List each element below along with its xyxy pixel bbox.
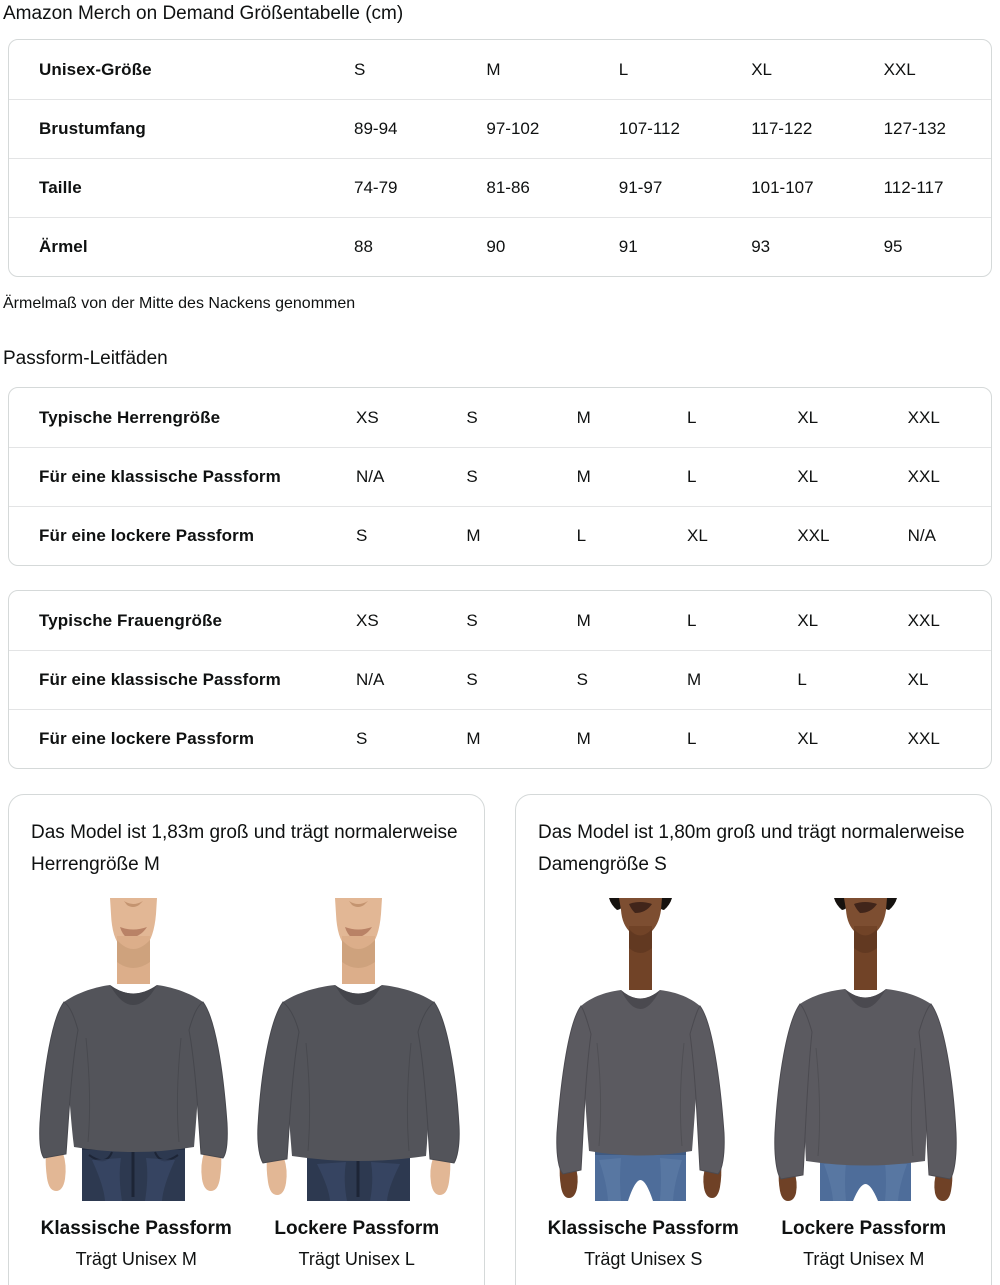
cell: 97-102 xyxy=(486,119,540,138)
cell: M xyxy=(576,729,591,748)
fit-guides-title: Passform-Leitfäden xyxy=(3,348,168,369)
cell: S xyxy=(466,467,478,486)
fit-size: Trägt Unisex L xyxy=(298,1249,415,1269)
cell: 91-97 xyxy=(618,178,663,197)
model-photo-male-classic-fit xyxy=(26,898,241,1201)
caption-male-loose xyxy=(247,1214,468,1275)
cell: L xyxy=(797,670,807,689)
cell: 90 xyxy=(486,237,506,256)
cell: N/A xyxy=(907,526,936,545)
cell: 88 xyxy=(354,237,373,256)
cell: S xyxy=(356,729,368,748)
cell: L xyxy=(687,407,697,427)
table-row-waist xyxy=(9,158,991,217)
cell: N/A xyxy=(356,670,385,689)
cell: 93 xyxy=(751,237,771,256)
row-label: Unisex-Größe xyxy=(39,59,152,79)
row-label: Typische Frauengröße xyxy=(39,610,223,630)
cell: S xyxy=(576,670,588,689)
model-cards xyxy=(8,794,992,1285)
caption-male-classic xyxy=(26,1214,247,1275)
size-col-s: S xyxy=(354,59,366,79)
cell: 81-86 xyxy=(486,178,530,197)
table-row-classic-fit xyxy=(9,650,991,709)
cell: XXL xyxy=(907,610,940,630)
table-row xyxy=(9,40,991,99)
cell: XXL xyxy=(907,407,940,427)
cell: 117-122 xyxy=(751,119,813,138)
fit-name: Lockere Passform xyxy=(781,1218,947,1239)
table-row-typical-women xyxy=(9,591,991,650)
fit-name: Klassische Passform xyxy=(547,1218,739,1239)
table-row-loose-fit xyxy=(9,506,991,565)
fit-size: Trägt Unisex S xyxy=(584,1249,703,1269)
cell: XS xyxy=(356,610,379,630)
cell: 74-79 xyxy=(354,178,398,197)
cell: XL xyxy=(797,610,819,630)
male-figures xyxy=(26,898,467,1201)
cell: XXL xyxy=(907,467,940,486)
cell: M xyxy=(576,610,591,630)
row-label: Taille xyxy=(39,178,82,197)
size-col-xxl: XXL xyxy=(883,59,916,79)
cell: 107-112 xyxy=(618,119,680,138)
cell: L xyxy=(687,610,697,630)
cell: S xyxy=(356,526,368,545)
male-captions xyxy=(26,1214,467,1275)
table-row-typical-men xyxy=(9,388,991,447)
cell: L xyxy=(576,526,587,545)
cell: M xyxy=(466,729,481,748)
row-label: Für eine klassische Passform xyxy=(39,670,281,689)
female-captions xyxy=(533,1214,974,1275)
caption-female-classic xyxy=(533,1214,754,1275)
size-col-xl: XL xyxy=(751,59,772,79)
cell: M xyxy=(576,407,591,427)
size-col-m: M xyxy=(486,59,501,79)
table-row-classic-fit xyxy=(9,447,991,506)
model-photo-male-loose-fit xyxy=(251,898,466,1201)
cell: L xyxy=(687,729,697,748)
cell: XS xyxy=(356,407,379,427)
row-label: Für eine lockere Passform xyxy=(39,729,255,748)
cell: XL xyxy=(797,467,819,486)
row-label: Typische Herrengröße xyxy=(39,407,221,427)
sleeve-measure-note: Ärmelmaß von der Mitte des Nackens genommen xyxy=(3,295,356,312)
fit-name: Lockere Passform xyxy=(274,1218,440,1239)
table-row-sleeve xyxy=(9,217,991,276)
cell: 112-117 xyxy=(883,178,944,197)
table-row-loose-fit xyxy=(9,709,991,768)
cell: XL xyxy=(907,670,929,689)
cell: 89-94 xyxy=(354,119,398,138)
fit-name: Klassische Passform xyxy=(40,1218,232,1239)
page-title: Amazon Merch on Demand Größentabelle (cm) xyxy=(3,3,404,24)
female-model-heading: Das Model ist 1,80m groß und trägt normalerweise Damengröße S xyxy=(538,822,965,875)
cell: XXL xyxy=(907,729,940,748)
fit-size: Trägt Unisex M xyxy=(803,1249,925,1269)
female-model-card xyxy=(515,794,992,1285)
male-model-heading: Das Model ist 1,83m groß und trägt normalerweise Herrengröße M xyxy=(31,822,458,875)
row-label: Brustumfang xyxy=(39,119,146,138)
table-row-chest xyxy=(9,99,991,158)
cell: 101-107 xyxy=(751,178,814,197)
female-figures xyxy=(533,898,974,1201)
model-photo-female-classic-fit xyxy=(533,898,748,1201)
cell: S xyxy=(466,610,478,630)
model-photo-female-loose-fit xyxy=(758,898,973,1201)
cell: S xyxy=(466,407,478,427)
cell: L xyxy=(687,467,697,486)
caption-female-loose xyxy=(754,1214,975,1275)
unisex-size-table xyxy=(8,39,992,277)
cell: XXL xyxy=(797,526,830,545)
cell: 95 xyxy=(883,237,903,256)
row-label: Ärmel xyxy=(39,237,88,256)
cell: S xyxy=(466,670,478,689)
row-label: Für eine lockere Passform xyxy=(39,526,255,545)
cell: 91 xyxy=(618,237,638,256)
male-model-card xyxy=(8,794,485,1285)
cell: M xyxy=(576,467,591,486)
men-fit-table xyxy=(8,387,992,566)
cell: M xyxy=(466,526,481,545)
cell: XL xyxy=(797,407,819,427)
fit-size: Trägt Unisex M xyxy=(75,1249,197,1269)
size-col-l: L xyxy=(618,59,629,79)
row-label: Für eine klassische Passform xyxy=(39,467,281,486)
cell: XL xyxy=(687,526,708,545)
women-fit-table xyxy=(8,590,992,769)
cell: M xyxy=(687,670,702,689)
cell: XL xyxy=(797,729,819,748)
cell: N/A xyxy=(356,467,385,486)
cell: 127-132 xyxy=(883,119,946,138)
